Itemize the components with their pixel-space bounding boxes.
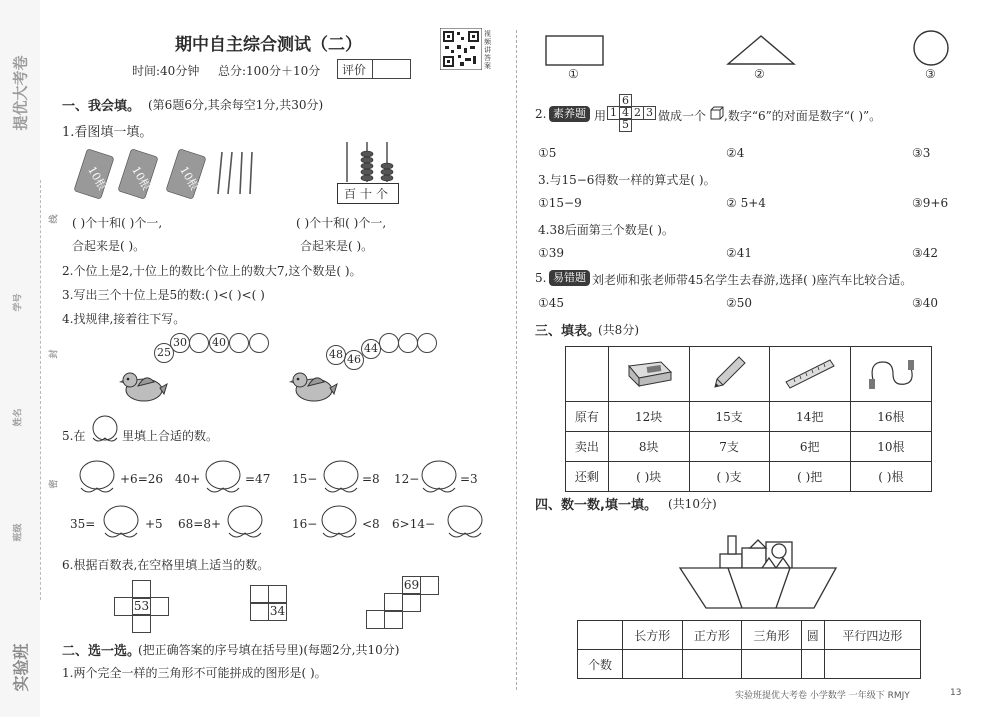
pattern1-circle-4: 40 xyxy=(209,333,229,353)
cube-net-5: 5 xyxy=(619,118,632,132)
q5-r2-1: 35= xyxy=(70,517,96,531)
q5-r2-6: 6>14− xyxy=(392,517,436,531)
q5-r2-4: 16− xyxy=(292,517,318,531)
q6-grid1-right[interactable] xyxy=(150,597,169,616)
q1-right-line2: 合起来是( )。 xyxy=(300,239,374,253)
s3-heading: 三、填表。 xyxy=(535,324,601,339)
q6-grid3-d[interactable] xyxy=(402,593,421,612)
q1-left-line2: 合起来是( )。 xyxy=(72,239,146,253)
q2-text: 2.个位上是2,十位上的数比个位上的数大7,这个数是( )。 xyxy=(62,264,362,278)
s2-q2-number: 2. xyxy=(535,107,547,121)
s4-heading: 四、数一数,填一填。 xyxy=(535,498,657,513)
shape-option-2[interactable]: ② xyxy=(754,67,765,81)
shape-circle xyxy=(912,28,950,68)
s2-q1-text: 1.两个完全一样的三角形不可能拼成的图形是( )。 xyxy=(62,666,327,680)
q3-text: 3.写出三个十位上是5的数:( )<( )<( ) xyxy=(62,288,265,302)
q5-opt-2[interactable]: ②50 xyxy=(726,296,753,310)
footer-text: 实验班提优大考卷 小学数学 一年级下 RMJY xyxy=(735,691,910,701)
pattern1-circle-6[interactable] xyxy=(249,333,269,353)
q5-opt-1[interactable]: ①45 xyxy=(538,296,565,310)
cell-orig-eraser: 12块 xyxy=(608,402,689,432)
pattern2-circle-2: 46 xyxy=(344,350,364,370)
q6-grid1-left[interactable] xyxy=(114,597,133,616)
bird-icon xyxy=(288,368,338,406)
shape-header-square: 正方形 xyxy=(682,621,742,650)
cell-remain-rope[interactable]: ( )根 xyxy=(850,462,931,492)
eval-label: 评价 xyxy=(342,63,367,77)
cell-orig-ruler: 14把 xyxy=(769,402,850,432)
q5-r1-1: +6=26 xyxy=(120,472,164,486)
count-circle[interactable] xyxy=(801,650,824,679)
q5-r2-5: <8 xyxy=(362,517,380,531)
count-parallelogram[interactable] xyxy=(824,650,920,679)
s2-q5-number: 5. xyxy=(535,271,547,285)
q1-left-line1: ( )个十和( )个一, xyxy=(72,216,163,230)
q5-r1-7: =3 xyxy=(460,472,478,486)
s2-q3-text: 3.与15−6得数一样的算式是( )。 xyxy=(538,173,716,187)
q4-opt-2[interactable]: ②41 xyxy=(726,246,753,260)
q3-opt-1[interactable]: ①15−9 xyxy=(538,196,582,210)
qr-code xyxy=(440,28,482,70)
label-xuehao: 学号 xyxy=(13,293,24,312)
pattern2-circle-1: 48 xyxy=(326,345,346,365)
ruler-icon xyxy=(769,347,850,402)
shape-header-rectangle: 长方形 xyxy=(623,621,683,650)
count-triangle[interactable] xyxy=(742,650,802,679)
pattern1-circle-5[interactable] xyxy=(229,333,249,353)
q6-grid1-center: 53 xyxy=(132,597,151,616)
cube-net-1: 1 xyxy=(607,106,620,120)
q1-right-line1: ( )个十和( )个一, xyxy=(296,216,387,230)
pattern2-circle-3: 44 xyxy=(361,339,381,359)
q5-text-a: 5.在 xyxy=(62,429,86,443)
page-divider xyxy=(516,30,517,690)
cube-net-2: 2 xyxy=(631,106,644,120)
q4-text: 4.找规律,接着往下写。 xyxy=(62,312,186,326)
cell-remain-ruler[interactable]: ( )把 xyxy=(769,462,850,492)
shape-header-triangle: 三角形 xyxy=(742,621,802,650)
cut-mark-feng: 封 xyxy=(49,349,60,359)
s3-note: (共8分) xyxy=(598,323,639,337)
cut-mark-mi: 密 xyxy=(49,479,60,489)
tag-suyang: 素养题 xyxy=(549,106,590,122)
peach-blank[interactable] xyxy=(418,458,460,498)
cell-sold-eraser: 8块 xyxy=(608,432,689,462)
q2-opt-3[interactable]: ③3 xyxy=(912,146,931,160)
q6-grid3-b[interactable] xyxy=(420,576,439,595)
peach-icon xyxy=(88,414,122,446)
pattern2-circle-4[interactable] xyxy=(379,333,399,353)
abacus-label: 百十个 xyxy=(337,183,399,204)
q5-r1-4: 15− xyxy=(292,472,318,486)
shape-option-1[interactable]: ① xyxy=(568,67,579,81)
shape-rectangle xyxy=(545,35,605,67)
cut-line xyxy=(40,180,41,600)
q5-text-b: 里填上合适的数。 xyxy=(122,429,219,443)
shape-triangle xyxy=(726,34,796,66)
q5-r1-3: =47 xyxy=(245,472,271,486)
q6-grid2-bl[interactable] xyxy=(250,602,269,621)
q6-grid1-bottom[interactable] xyxy=(132,614,151,633)
cell-orig-pencil: 15支 xyxy=(689,402,769,432)
peach-blank[interactable] xyxy=(202,458,244,498)
sidebar-brand: 提优大考卷 xyxy=(11,55,30,131)
shape-header-blank xyxy=(578,621,623,650)
jump-rope-icon xyxy=(850,347,931,402)
cube-icon xyxy=(710,106,724,120)
shape-header-parallelogram: 平行四边形 xyxy=(824,621,920,650)
cell-sold-rope: 10根 xyxy=(850,432,931,462)
qr-label: 视频讲答案 xyxy=(484,30,491,70)
q5-r1-2: 40+ xyxy=(175,472,201,486)
label-xingming: 姓名 xyxy=(13,408,24,427)
cube-net-4: 4 xyxy=(619,106,632,120)
peach-blank[interactable] xyxy=(318,503,360,543)
row-label-sold: 卖出 xyxy=(566,432,609,462)
s2-note: (把正确答案的序号填在括号里)(每题2分,共10分) xyxy=(138,643,400,657)
q5-opt-3[interactable]: ③40 xyxy=(912,296,939,310)
q5-r2-3: 68=8+ xyxy=(178,517,222,531)
peach-blank[interactable] xyxy=(100,503,142,543)
count-row-label: 个数 xyxy=(578,650,623,679)
cell-sold-pencil: 7支 xyxy=(689,432,769,462)
tag-yicuo: 易错题 xyxy=(549,270,590,286)
shape-header-circle: 圆 xyxy=(801,621,824,650)
page-number: 13 xyxy=(950,688,962,698)
s1-note: (第6题6分,其余每空1分,共30分) xyxy=(148,98,324,112)
s2-q5-text: 刘老师和张老师带45名学生去春游,选择( )座汽车比较合适。 xyxy=(592,273,913,287)
q6-grid3-a: 69 xyxy=(402,576,421,595)
cube-net-6: 6 xyxy=(619,94,632,108)
s2-q2-text-c: ,数字“6”的对面是数字“( )”。 xyxy=(724,109,882,123)
cell-orig-rope: 16根 xyxy=(850,402,931,432)
bundle-label-2: 10根 xyxy=(129,164,153,193)
score-info: 总分:100分＋10分 xyxy=(218,64,321,78)
q2-opt-2[interactable]: ②4 xyxy=(726,146,745,160)
bundle-label-3: 10根 xyxy=(177,164,201,193)
row-label-original: 原有 xyxy=(566,402,609,432)
time-info: 时间:40分钟 xyxy=(132,64,200,78)
s2-q2-text-a: 用 xyxy=(594,109,607,123)
cell-remain-pencil[interactable]: ( )支 xyxy=(689,462,769,492)
q5-r1-6: 12− xyxy=(394,472,420,486)
peach-blank[interactable] xyxy=(320,458,362,498)
ship-figure xyxy=(678,528,838,616)
cube-net-3: 3 xyxy=(643,106,656,120)
eval-box xyxy=(337,59,411,79)
blank-cell xyxy=(566,347,609,402)
pattern2-circle-6[interactable] xyxy=(417,333,437,353)
q1-text: 1.看图填一填。 xyxy=(62,125,153,140)
page-title: 期中自主综合测试（二） xyxy=(175,35,362,55)
sidebar-brand-2: 实验班 xyxy=(11,643,31,692)
s2-q2-text-b: 做成一个 xyxy=(658,109,707,123)
q3-opt-2[interactable]: ② 5+4 xyxy=(726,196,766,210)
pattern1-circle-3 xyxy=(189,333,209,353)
q4-opt-1[interactable]: ①39 xyxy=(538,246,565,260)
s2-heading: 二、选一选。 xyxy=(62,644,141,659)
cell-sold-ruler: 6把 xyxy=(769,432,850,462)
peach-blank[interactable] xyxy=(444,503,486,543)
abacus-illustration xyxy=(335,140,400,185)
count-square[interactable] xyxy=(682,650,742,679)
q6-grid3-f[interactable] xyxy=(384,610,403,629)
shape-count-table xyxy=(577,620,921,679)
eraser-icon xyxy=(608,347,689,402)
pattern1-circle-2: 30 xyxy=(170,333,190,353)
s1-heading: 一、我会填。 xyxy=(62,99,141,114)
cut-mark-xian: 线 xyxy=(49,214,60,224)
q6-grid2-br: 34 xyxy=(268,602,287,621)
q6-grid3-e[interactable] xyxy=(366,610,385,629)
peach-blank[interactable] xyxy=(224,503,266,543)
stock-table xyxy=(565,346,932,492)
q5-r2-2: +5 xyxy=(145,517,163,531)
q4-opt-3[interactable]: ③42 xyxy=(912,246,939,260)
q5-r1-5: =8 xyxy=(362,472,380,486)
pencil-icon xyxy=(689,347,769,402)
shape-option-3[interactable]: ③ xyxy=(925,67,936,81)
count-rectangle[interactable] xyxy=(623,650,683,679)
s4-note: (共10分) xyxy=(668,497,717,511)
pattern1-circle-1: 25 xyxy=(154,343,174,363)
pattern2-circle-5[interactable] xyxy=(398,333,418,353)
q2-opt-1[interactable]: ①5 xyxy=(538,146,557,160)
q3-opt-3[interactable]: ③9+6 xyxy=(912,196,949,210)
cell-remain-eraser[interactable]: ( )块 xyxy=(608,462,689,492)
s2-q4-text: 4.38后面第三个数是( )。 xyxy=(538,223,674,237)
bundle-label-1: 10根 xyxy=(85,164,109,193)
peach-blank[interactable] xyxy=(76,458,118,498)
bird-icon xyxy=(118,368,168,406)
row-label-remain: 还剩 xyxy=(566,462,609,492)
q6-text: 6.根据百数表,在空格里填上适当的数。 xyxy=(62,558,270,572)
label-banji: 班级 xyxy=(13,523,24,542)
